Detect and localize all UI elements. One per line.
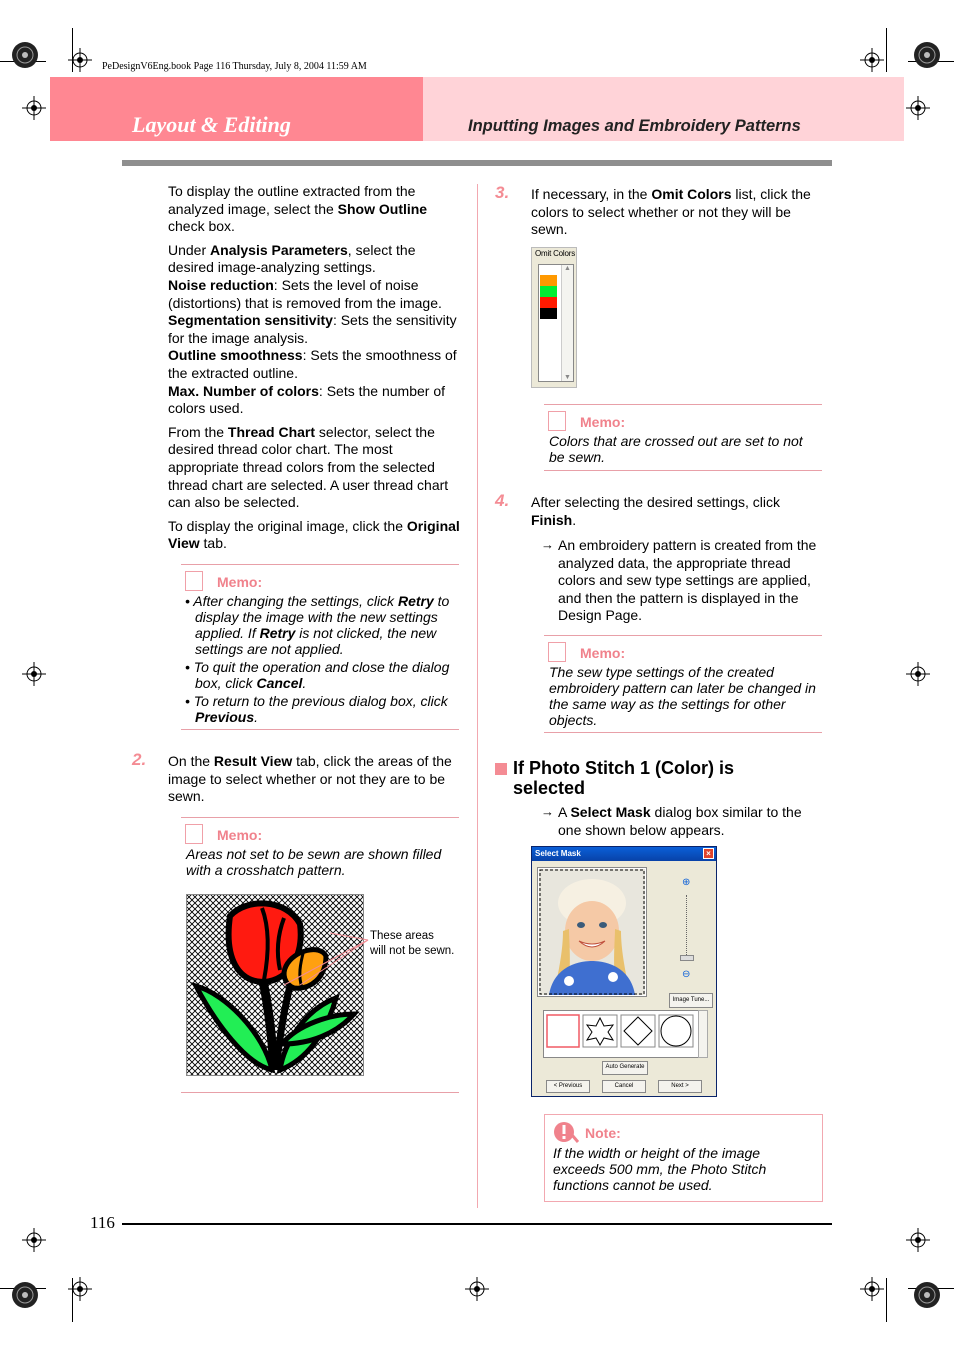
callout-leader-lines <box>270 925 370 995</box>
column-divider <box>477 184 478 1208</box>
mask-shape-list[interactable] <box>543 1010 703 1058</box>
memo-bullet: • To quit the operation and close the dialog box, click Cancel. <box>185 659 450 691</box>
scrollbar[interactable] <box>561 265 573 381</box>
left-column-text <box>168 183 460 553</box>
step-2-text: On the Result View tab, click the areas of the image to select whether or not they are to be sewn. <box>168 753 452 805</box>
memo-text: Areas not set to be sewn are shown filled with a crosshatch pattern. <box>186 846 442 878</box>
step-4-result: An embroidery pattern is created from the analyzed data, the appropriate thread colors and sew type settings are applied, and then the pattern is displayed in the Design Page. <box>558 537 817 624</box>
warning-note-icon <box>553 1121 579 1143</box>
memo-book-icon <box>185 824 203 844</box>
footer-rule <box>122 1223 832 1225</box>
section-title: Layout & Editing <box>132 112 291 137</box>
dialog-title: Select Mask <box>535 849 581 858</box>
color-swatch[interactable] <box>540 286 557 297</box>
arrow-icon: → <box>541 537 554 552</box>
memo-book-icon <box>185 571 203 591</box>
shape-scrollbar[interactable] <box>698 1010 708 1058</box>
select-mask-dialog <box>531 846 717 1097</box>
show-outline-paragraph: To display the outline extracted from the analyzed image, select the Show Outline check box. <box>168 183 428 235</box>
color-swatch[interactable] <box>540 297 557 308</box>
memo-text: Colors that are crossed out are set to not be sewn. <box>549 433 803 465</box>
crop-mark <box>886 28 887 72</box>
crosshair-icon <box>465 1277 489 1301</box>
crosshair-icon <box>906 1228 930 1252</box>
memo-box <box>181 564 459 730</box>
thread-chart-paragraph: From the Thread Chart selector, select the desired thread color chart. The most appropriate thread colors from the selected thread chart are selected. A user thread chart can also be selected. <box>168 423 449 511</box>
memo-title: Memo: <box>217 827 263 843</box>
memo-title: Memo: <box>580 645 626 661</box>
section-result: A Select Mask dialog box similar to the one shown below appears. <box>558 804 802 838</box>
photo-preview-frame[interactable] <box>537 867 647 997</box>
omit-colors-panel <box>531 247 577 388</box>
original-view-paragraph: To display the original image, click the Original View tab. <box>168 517 460 552</box>
memo-bullet: • To return to the previous dialog box, click Previous. <box>185 693 448 725</box>
step-4-text: After selecting the desired settings, click Finish. <box>531 494 781 528</box>
memo-title: Memo: <box>580 414 626 430</box>
crosshair-icon <box>906 96 930 120</box>
step-number: 2. <box>132 750 147 769</box>
crosshair-icon <box>68 1277 92 1301</box>
color-swatch[interactable] <box>540 308 557 319</box>
crosshair-icon <box>22 662 46 686</box>
mask-rectangle-icon <box>547 1015 579 1047</box>
crop-mark <box>886 1278 887 1322</box>
step-3-text: If necessary, in the Omit Colors list, click the colors to select whether or not they will be sewn. <box>531 186 811 238</box>
registration-circle-icon <box>912 40 942 70</box>
zoom-out-icon[interactable]: ⊖ <box>682 969 691 980</box>
omit-colors-title: Omit Colors <box>535 249 576 258</box>
zoom-in-icon[interactable]: ⊕ <box>682 877 691 888</box>
girl-photo-image <box>539 869 645 995</box>
previous-button[interactable]: < Previous <box>546 1080 590 1093</box>
memo-text: The sew type settings of the created embroidery pattern can later be changed in the same way as the settings for other objects. <box>549 664 816 728</box>
registration-circle-icon <box>912 1280 942 1310</box>
memo-box <box>544 635 822 733</box>
memo-book-icon <box>548 642 566 662</box>
chapter-title: Inputting Images and Embroidery Patterns <box>468 117 801 135</box>
section-heading: If Photo Stitch 1 (Color) is selected <box>513 758 734 798</box>
next-button[interactable]: Next > <box>658 1080 702 1093</box>
color-swatch[interactable] <box>540 275 557 286</box>
callout-label: These areas will not be sewn. <box>370 930 455 957</box>
scroll-up-icon[interactable]: ▲ <box>564 265 571 272</box>
page-number: 116 <box>90 1213 115 1232</box>
note-box <box>544 1114 823 1202</box>
registration-circle-icon <box>10 40 40 70</box>
image-tune-button[interactable]: Image Tune... <box>669 993 713 1008</box>
file-info-header: PeDesignV6Eng.book Page 116 Thursday, July 8, 2004 11:59 AM <box>102 61 367 72</box>
mask-shape-options <box>544 1011 702 1057</box>
auto-generate-button[interactable]: Auto Generate <box>602 1061 648 1075</box>
arrow-icon: → <box>541 804 554 819</box>
omit-colors-list[interactable] <box>538 264 574 382</box>
crosshair-icon <box>906 662 930 686</box>
header-rule <box>122 160 832 166</box>
crosshair-icon <box>860 1277 884 1301</box>
cancel-button[interactable]: Cancel <box>602 1080 646 1093</box>
memo-bullet: • After changing the settings, click Retry to display the image with the new settings applied. If Retry is not clicked, the new settings are not applied. <box>185 593 450 657</box>
zoom-slider-thumb[interactable] <box>680 955 694 961</box>
zoom-slider[interactable] <box>686 895 689 959</box>
memo-box <box>544 404 822 471</box>
step-number: 4. <box>495 491 510 510</box>
memo-book-icon <box>548 411 566 431</box>
memo-title: Memo: <box>217 574 263 590</box>
scroll-down-icon[interactable]: ▼ <box>564 374 571 381</box>
crosshair-icon <box>22 96 46 120</box>
note-text: If the width or height of the image exceeds 500 mm, the Photo Stitch functions cannot be used. <box>553 1145 767 1193</box>
dialog-titlebar <box>532 847 716 861</box>
section-square-icon <box>495 763 507 775</box>
crosshair-icon <box>22 1228 46 1252</box>
analysis-parameters-paragraph: Under Analysis Parameters, select the desired image-analyzing settings. Noise reduction: Sets the level of noise (distortions) that is removed from the image. Segmentation sensitivity: Sets the sensitivity for the image analysis. Outline smoothness: Sets the smoothness of the extracted outline. Max. Number of colors: Sets the number of colors used. <box>168 241 457 417</box>
mask-circle-icon <box>661 1016 691 1046</box>
crosshair-icon <box>68 48 92 72</box>
crosshair-icon <box>860 48 884 72</box>
step-number: 3. <box>495 183 510 202</box>
close-icon[interactable]: × <box>703 848 714 859</box>
registration-circle-icon <box>10 1280 40 1310</box>
note-title: Note: <box>585 1125 621 1141</box>
